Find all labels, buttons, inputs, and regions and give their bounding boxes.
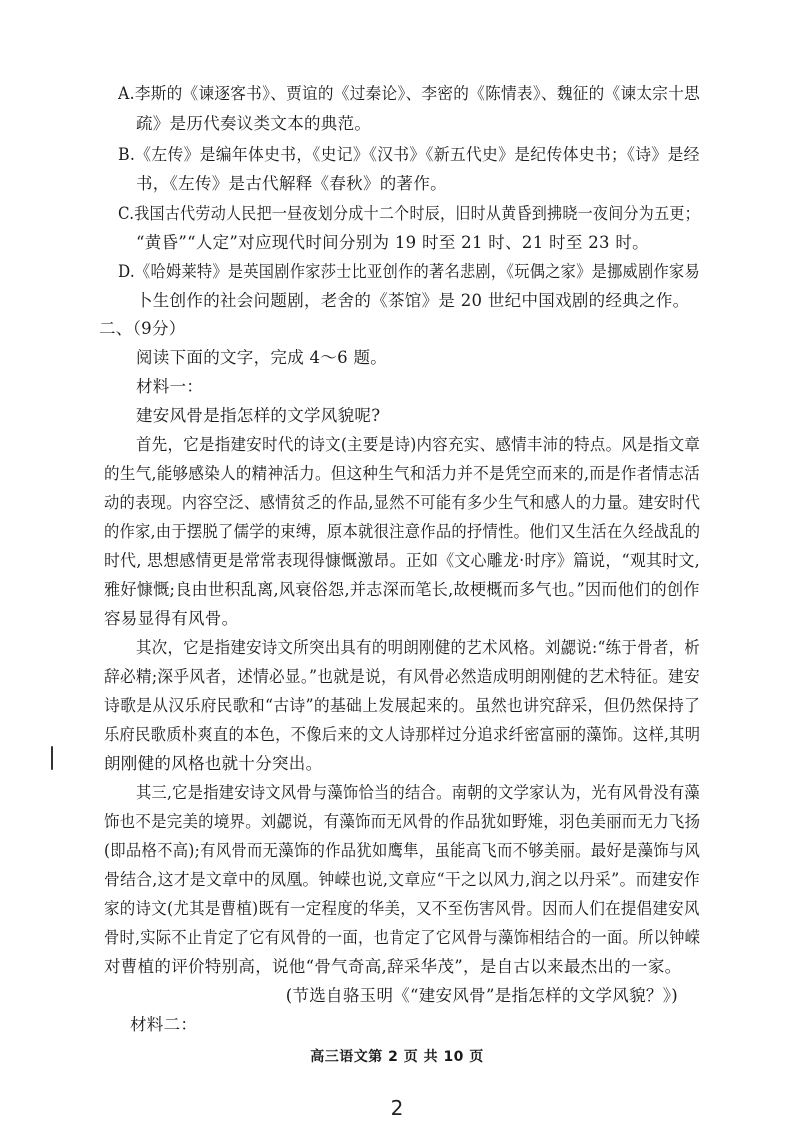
paragraph-2-line: 诗歌是从汉乐府民歌和“古诗”的基础上发展起来的。虽然也讲究辞采，但仍然保持了 xyxy=(104,696,701,715)
paragraph-2-line: 乐府民歌质朴爽直的本色，不像后来的文人诗那样过分追求纤密富丽的藻饰。这样,其明 xyxy=(104,725,701,744)
paragraph-3-line: 骨时,实际不止肯定了它有风骨的一面，也肯定了它风骨与藻饰相结合的一面。所以钟嵘 xyxy=(104,928,701,947)
paragraph-3-line: 饰也不是完美的境界。刘勰说，有藻饰而无风骨的作品犹如野雉，羽色美丽而无力飞扬 xyxy=(104,812,701,831)
option-d-line-2: 卜生创作的社会问题剧，老舍的《茶馆》是 20 世纪中国戏剧的经典之作。 xyxy=(136,291,690,310)
paragraph-3-line: (即品格不高);有风骨而无藻饰的作品犹如鹰隼，虽能高飞而不够美丽。最好是藻饰与风 xyxy=(104,841,701,860)
paragraph-2-line: 其次，它是指建安诗文所突出具有的明朗刚健的艺术风格。刘勰说:“练于骨者，析 xyxy=(136,638,701,657)
paragraph-2-line: 辞必精;深乎风者，述情必显。”也就是说，有风骨必然造成明朗刚健的艺术特征。建安 xyxy=(104,667,700,686)
option-b-line-2: 书，《左传》是古代解释《春秋》的著作。 xyxy=(136,174,447,193)
paragraph-3-line: 骨结合,这才是文章中的凤凰。钟嵘也说,文章应“干之以风力,润之以丹采”。而建安作 xyxy=(104,870,700,889)
paragraph-1-line: 的生气,能够感染人的精神活力。但这种生气和活力并不是凭空而来的,而是作者情志活 xyxy=(104,464,701,483)
paragraph-3-line: 家的诗文(尤其是曹植)既有一定程度的华美，又不至伤害风骨。因而人们在提倡建安风 xyxy=(104,899,700,918)
option-d-line-1: D.《哈姆莱特》是英国剧作家莎士比亚创作的著名悲剧，《玩偶之家》是挪威剧作家易 xyxy=(118,262,700,281)
paragraph-1-line: 的作家,由于摆脱了儒学的束缚，原本就很注意作品的抒情性。他们又生活在久经战乱的 xyxy=(104,522,701,541)
paragraph-1-line: 雅好慷慨;良由世积乱离,风衰俗怨,并志深而笔长,故梗概而多气也。”因而他们的创作 xyxy=(104,580,700,599)
page-number: 2 xyxy=(390,1096,404,1120)
paragraph-1-line: 首先，它是指建安时代的诗文(主要是诗)内容充实、感情丰沛的特点。风是指文章 xyxy=(136,435,701,454)
paragraph-2-line: 朗刚健的风格也就十分突出。 xyxy=(104,754,323,773)
paragraph-3-line: 对曹植的评价特别高，说他“骨气奇高,辞采华茂”，是自古以来最杰出的一家。 xyxy=(104,957,682,976)
section-instruction: 阅读下面的文字，完成 4～6 题。 xyxy=(136,348,388,367)
option-a-line-1: A.李斯的《谏逐客书》、贾谊的《过秦论》、李密的《陈情表》、魏征的《谏太宗十思 xyxy=(118,84,701,103)
paragraph-1-line: 动的表现。内容空泛、感情贫乏的作品,显然不可能有多少生气和感人的力量。建安时代 xyxy=(104,493,701,512)
material-2-label: 材料二： xyxy=(130,1015,198,1034)
paragraph-1-line: 时代, 思想感情更是常常表现得慷慨激昂。正如《文心雕龙·时序》篇说，“观其时文, xyxy=(104,551,701,570)
option-c-line-1: C.我国古代劳动人民把一昼夜划分成十二个时辰，旧时从黄昏到拂晓一夜间分为五更； xyxy=(118,204,700,223)
source-citation: (节选自骆玉明《“建安风骨”是指怎样的文学风貌？》) xyxy=(285,986,678,1005)
option-c-line-2: “黄昏”“人定”对应现代时间分别为 19 时至 21 时、21 时至 23 时。 xyxy=(136,233,649,252)
option-a-line-2: 疏》是历代奏议类文本的典范。 xyxy=(136,114,372,133)
margin-mark xyxy=(51,746,53,770)
exam-page-footer: 高三语文第 2 页 共 10 页 xyxy=(310,1049,484,1065)
option-b-line-1: B.《左传》是编年体史书，《史记》《汉书》《新五代史》是纪传体史书；《诗》是经 xyxy=(118,145,700,164)
paragraph-3-line: 其三,它是指建安诗文风骨与藻饰恰当的结合。南朝的文学家认为，光有风骨没有藻 xyxy=(136,783,700,802)
paragraph-1-line: 容易显得有风骨。 xyxy=(104,609,239,628)
section-heading: 二、（9分） xyxy=(99,319,186,338)
material-1-title: 建安风骨是指怎样的文学风貌呢? xyxy=(136,406,381,425)
material-1-label: 材料一： xyxy=(136,377,204,396)
